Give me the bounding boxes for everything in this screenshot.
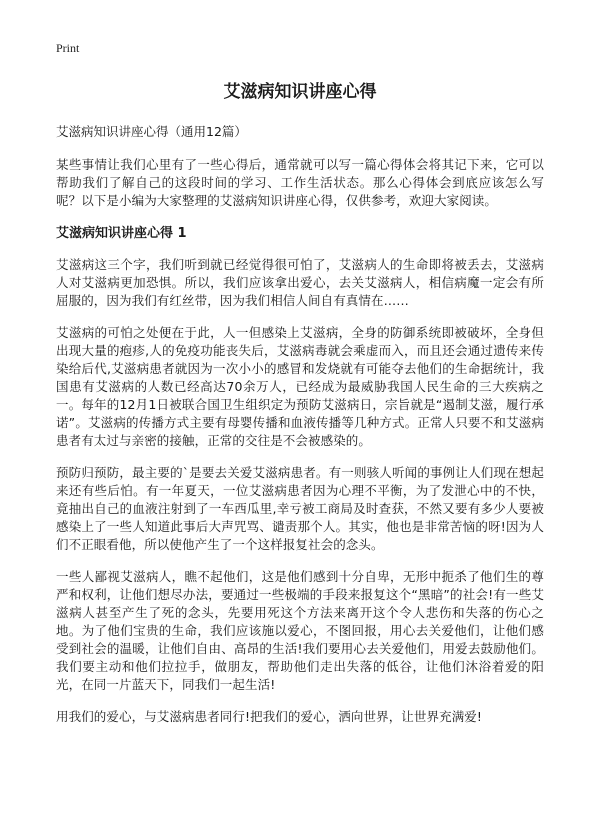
- section-heading: 艾滋病知识讲座心得 1: [56, 226, 187, 241]
- intro-paragraph: 某些事情让我们心里有了一些心得后，通常就可以写一篇心得体会将其记下来，它可以帮助我们了解自己的这段时间的学习、工作生活状态。那么心得体会到底应该怎么写呢？以下是小编为大家整理的艾滋病知识讲座心得，仅供参考，欢迎大家阅读。: [56, 157, 544, 208]
- document-subtitle: 艾滋病知识讲座心得（通用12篇）: [56, 124, 247, 139]
- page-title: 艾滋病知识讲座心得: [223, 82, 377, 102]
- body-paragraph: 一些人鄙视艾滋病人，瞧不起他们，这是他们感到十分自卑，无形中扼杀了他们生的尊严和权利，让他们想尽办法，要通过一些极端的手段来报复这个“黑暗”的社会!有一些艾滋病人甚至产生了死的念头，先要用死这个方法来离开这个令人悲伤和失落的伤心之地。为了他们宝贵的生命，我们应该施以爱心，不图回报，用心去关爱他们，让他们感受到社会的温暖，让他们自由、高昂的生活!我们要用心去关爱他们，用爱去鼓励他们。我们要主动和他们拉拉手，做朋友，帮助他们走出失落的低谷，让他们沐浴着爱的阳光，在同一片蓝天下，同我们一起生活!: [56, 569, 544, 692]
- print-link[interactable]: Print: [56, 41, 80, 55]
- body-paragraph: 艾滋病这三个字，我们听到就已经觉得很可怕了，艾滋病人的生命即将被丢去，艾滋病人对艾滋病更加恐惧。所以，我们应该拿出爱心，去关艾滋病人，相信病魔一定会有所屈服的，因为我们有红丝带，因为我们相信人间自有真情在……: [56, 257, 544, 308]
- body-paragraph: 艾滋病的可怕之处便在于此，人一但感染上艾滋病，全身的防御系统即被破坏，全身但出现大量的疱疹,人的免疫功能丧失后，艾滋病毒就会乘虚而入，而且还会通过遗传来传染给后代,艾滋病患者就因为一次小小的感冒和发烧就有可能夺去他们的生命据统计，我国患有艾滋病的人数已经高达70余万人，已经成为最威胁我国人民生命的三大疾病之一。每年的12月1日被联合国卫生组织定为预防艾滋病日，宗旨就是“遏制艾滋，履行承诺”。艾滋病的传播方式主要有母婴传播和血液传播等几种方式。正常人只要不和艾滋病患者有太过与亲密的接触，正常的交往是不会被感染的。: [56, 325, 544, 448]
- closing-paragraph: 用我们的爱心，与艾滋病患者同行!把我们的爱心，洒向世界，让世界充满爱!: [56, 709, 483, 724]
- body-paragraph: 预防归预防，最主要的`是要去关爱艾滋病患者。有一则骇人听闻的事例让人们现在想起来还有些后怕。有一年夏天，一位艾滋病患者因为心理不平衡，为了发泄心中的不快，竟抽出自己的血液注射到了一车西瓜里,幸亏被工商局及时查获，不然又要有多少人要被感染上了一些人知道此事后大声咒骂、谴责那个人。其实，他也是非常苦恼的呀!因为人们不正眼看他，所以使他产生了一个这样报复社会的念头。: [56, 465, 544, 552]
